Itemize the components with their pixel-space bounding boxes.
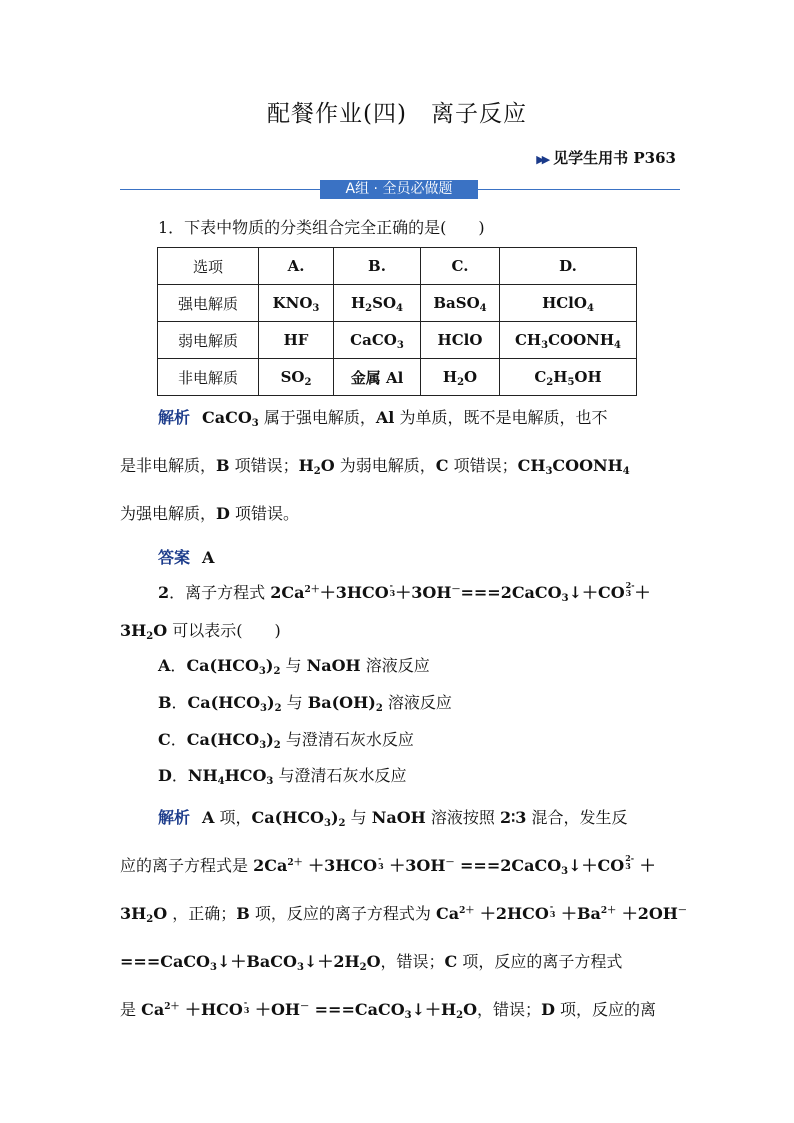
book-reference (536, 147, 676, 168)
table-cell: $SO_2$ (259, 359, 334, 396)
section-banner: A组 · 全员必做题 (320, 180, 478, 199)
table-header-cell: D. (500, 248, 637, 285)
question-1-stem: 1．下表中物质的分类组合完全正确的是( ) (158, 218, 485, 237)
answer-value: A (202, 548, 215, 567)
row-label: 强电解质 (158, 285, 259, 322)
table-cell: $CH_3COONH_4$ (500, 322, 637, 359)
option-c: C．$Ca(HCO_3)_2$ 与澄清石灰水反应 (158, 730, 414, 751)
table-cell: 金属 Al (334, 359, 421, 396)
q2-analysis-line: 应的离子方程式是 $2Ca^{2+} +3HCO-$ 3 ＋3OH－ ===2CaCO$_3$↓＋CO2- 3 ＋ (120, 853, 656, 877)
answer-label: 答案 (158, 548, 191, 567)
q1-answer (158, 545, 214, 568)
q1-analysis-line: 为强电解质，D 项错误。 (120, 504, 299, 523)
q2-analysis-line: $3H_2O$ ，正确；B 项，反应的离子方程式为 $Ca^{2+} +2HCO-$ $3 +Ba^{2+} +2OH^-$ (120, 901, 687, 925)
option-a: A．$Ca(HCO_3)_2$ 与 NaOH 溶液反应 (158, 656, 430, 677)
q1-analysis-line: 是非电解质，B 项错误；$H_2O$ 为弱电解质，C 项错误；$CH_3COONH_4$ (120, 456, 630, 477)
option-b: B．$Ca(HCO_3)_2$ 与 $Ba(OH)_2$ 溶液反应 (158, 693, 452, 714)
table-cell: CaCO$_3$ (334, 322, 421, 359)
q1-analysis-line: 解析 CaCO$_3$ 属于强电解质，Al 为单质，既不是电解质，也不 (158, 408, 608, 429)
table-header-row (158, 248, 637, 285)
row-label: 弱电解质 (158, 322, 259, 359)
table-cell: $H_2SO_4$ (334, 285, 421, 322)
analysis-label: 解析 (158, 408, 191, 427)
classification-table (157, 247, 637, 396)
table-cell: BaSO$_4$ (421, 285, 500, 322)
table-row (158, 322, 637, 359)
row-label: 非电解质 (158, 359, 259, 396)
q2-analysis-line: 解析 A 项，$Ca(HCO_3)_2$ 与 NaOH 溶液按照 2∶3 混合，发生反 (158, 808, 628, 829)
table-header-cell: 选项 (158, 248, 259, 285)
page-title: 配餐作业(四) 离子反应 (267, 101, 527, 127)
question-2-stem: 2．离子方程式 $2Ca^{2+}+3HCO-$ 3＋3OH－===2CaCO$_3$↓＋CO2- 3 ＋ (158, 580, 651, 604)
question-2-stem-cont: $3H_2O$ 可以表示( ) (120, 621, 281, 642)
analysis-label: 解析 (158, 808, 191, 827)
table-cell: $C_2H_5OH$ (500, 359, 637, 396)
table-cell: HClO$_4$ (500, 285, 637, 322)
table-header-cell: A. (259, 248, 334, 285)
table-header-cell: C. (421, 248, 500, 285)
table-row (158, 359, 637, 396)
table-row (158, 285, 637, 322)
table-cell: $KNO_3$ (259, 285, 334, 322)
book-reference-text: 见学生用书 P363 (553, 149, 676, 167)
table-cell: HF (259, 322, 334, 359)
q2-analysis-line: $===CaCO_3↓+BaCO_3↓+2H_2O$，错误；C 项，反应的离子方程式 (120, 952, 623, 973)
double-arrow-icon: ▶▶ (536, 153, 548, 166)
table-header-cell: B. (334, 248, 421, 285)
q2-analysis-line: 是 $Ca^{2+} +HCO-$ $3 +OH^- ===CaCO_3↓+H_2O$，错误；D 项，反应的离 (120, 997, 657, 1021)
option-d: D．$NH_4HCO_3$ 与澄清石灰水反应 (158, 766, 407, 787)
table-cell: HClO (421, 322, 500, 359)
table-cell: $H_2O$ (421, 359, 500, 396)
